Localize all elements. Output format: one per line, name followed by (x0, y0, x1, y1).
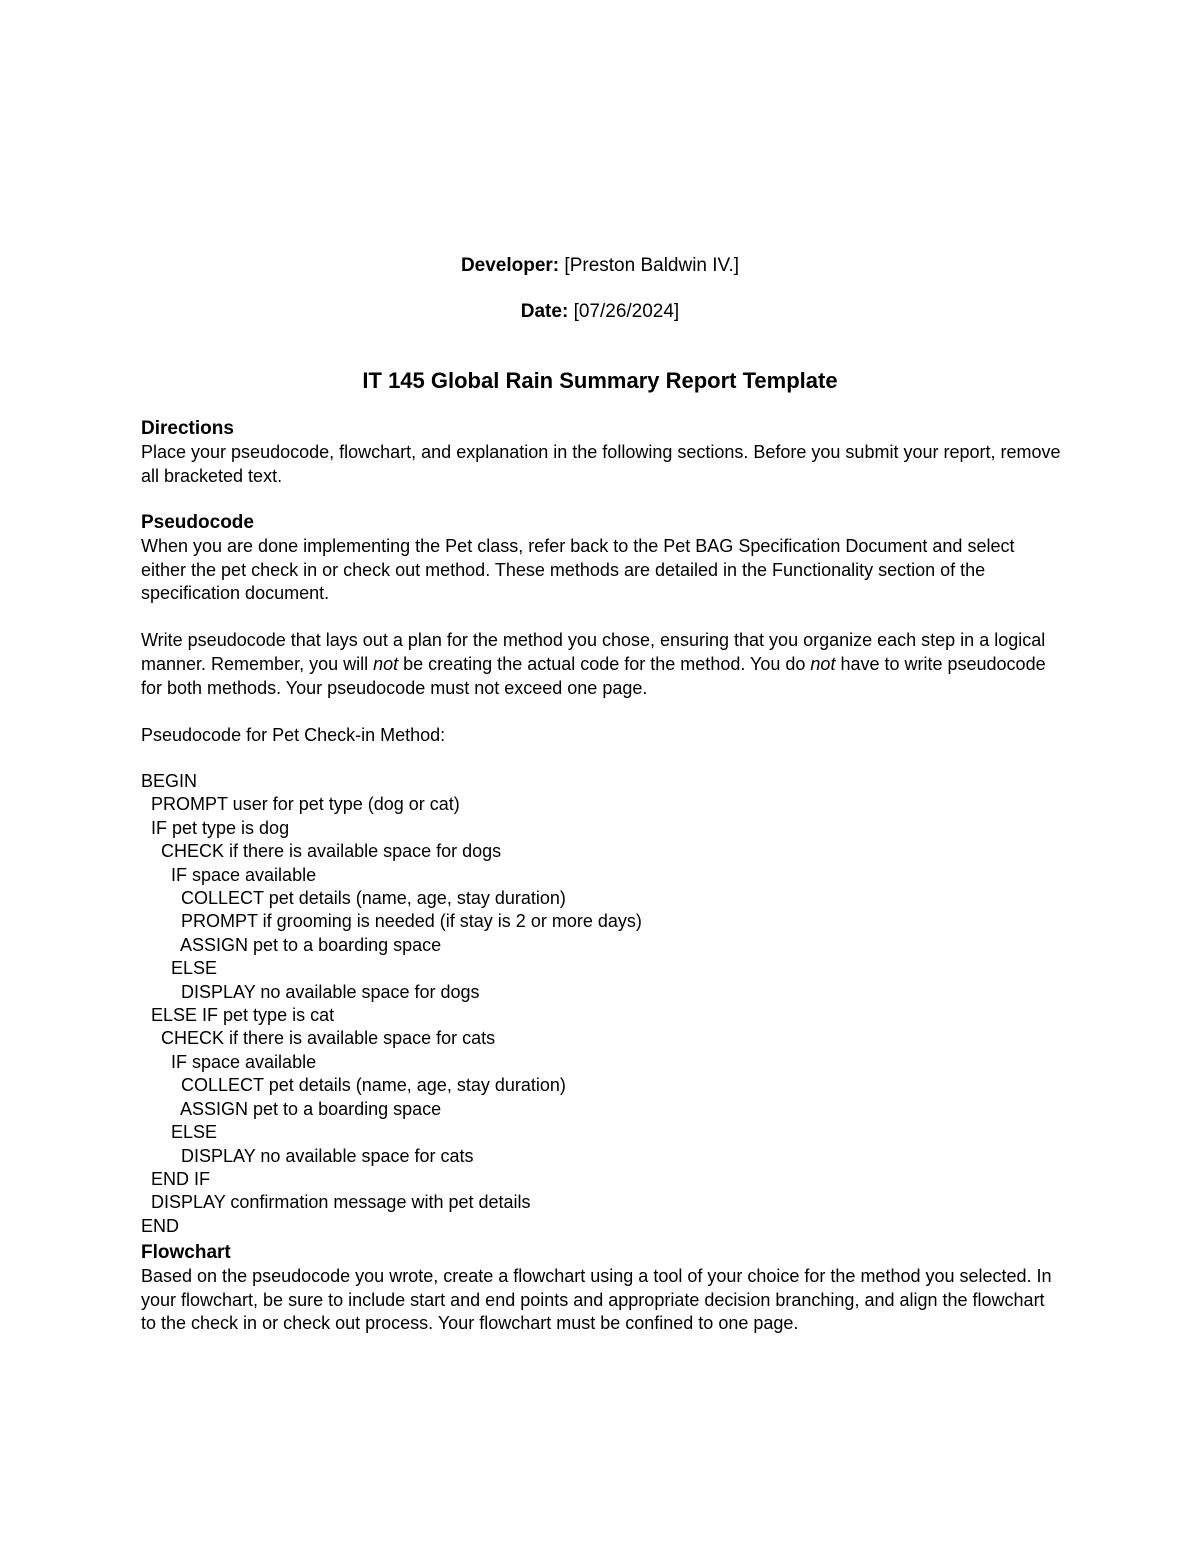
pseudocode-line: PROMPT user for pet type (dog or cat) (141, 794, 460, 815)
flowchart-text: Based on the pseudocode you wrote, create a flowchart using a tool of your choice for the method you selected. In your flowchart, be sure to include start and end points and appropriate decision branching, and align the flowchart to the check in or check out process. Your flowchart must be confined to one page. (141, 1266, 1052, 1334)
instructions-text-2: be creating the actual code for the method. You do (398, 653, 811, 674)
instructions-text-3: have to write pseudocode for both methods. Your pseudocode must not exceed one page. (141, 653, 1046, 698)
pseudocode-line: ELSE (141, 958, 218, 979)
document-title: IT 145 Global Rain Summary Report Template (362, 368, 838, 393)
instructions-emphasis-2: not (810, 653, 836, 674)
flowchart-section (141, 1241, 1061, 1336)
pseudocode-line: BEGIN (141, 771, 198, 791)
pseudocode-line: IF pet type is dog (141, 817, 290, 838)
instructions-text-1: Write pseudocode that lays out a plan for the method you chose, ensuring that you organize each step in a logical manner. Remember, you will (141, 630, 1046, 674)
date-label: Date: (520, 301, 569, 322)
pseudocode-line: DISPLAY no available space for cats (141, 1145, 474, 1166)
pseudocode-label: Pseudocode for Pet Check-in Method: (141, 724, 446, 745)
pseudocode-line: DISPLAY confirmation message with pet details (141, 1192, 531, 1213)
pseudocode-line: CHECK if there is available space for dogs (141, 841, 502, 862)
pseudocode-section (141, 511, 1061, 747)
pseudocode-line: CHECK if there is available space for cats (141, 1028, 496, 1049)
pseudocode-heading: Pseudocode (141, 512, 254, 533)
developer-label: Developer: (460, 255, 560, 276)
pseudocode-block (141, 770, 1061, 1238)
date-value: [07/26/2024] (573, 301, 680, 322)
instructions-emphasis-1: not (373, 653, 399, 674)
pseudocode-line: COLLECT pet details (name, age, stay duration) (141, 1075, 566, 1096)
pseudocode-line: DISPLAY no available space for dogs (141, 981, 480, 1002)
pseudocode-line: IF space available (141, 1051, 317, 1072)
developer-value: [Preston Baldwin IV.] (564, 255, 740, 276)
pseudocode-line: COLLECT pet details (name, age, stay duration) (141, 888, 566, 909)
directions-text: Place your pseudocode, flowchart, and explanation in the following sections. Before you submit your report, remove all bracketed text. (141, 442, 1061, 486)
pseudocode-line: ASSIGN pet to a boarding space (141, 1098, 442, 1119)
pseudocode-line: ELSE IF pet type is cat (141, 1005, 335, 1026)
directions-heading: Directions (141, 418, 234, 439)
flowchart-heading: Flowchart (141, 1242, 231, 1263)
pseudocode-intro: When you are done implementing the Pet class, refer back to the Pet BAG Specification Document and select either the pet check in or check out method. These methods are detailed in the Functionality section of the specification document. (141, 536, 1015, 604)
date-line (0, 300, 1200, 324)
pseudocode-line: ASSIGN pet to a boarding space (141, 934, 442, 955)
directions-section (141, 417, 1061, 488)
pseudocode-instructions (141, 629, 1061, 700)
pseudocode-line: END IF (141, 1168, 211, 1189)
pseudocode-line: ELSE (141, 1122, 218, 1143)
pseudocode-line: PROMPT if grooming is needed (if stay is 2 or more days) (141, 911, 642, 932)
pseudocode-line: IF space available (141, 864, 317, 885)
developer-line (0, 254, 1200, 278)
pseudocode-line: END (141, 1215, 180, 1236)
